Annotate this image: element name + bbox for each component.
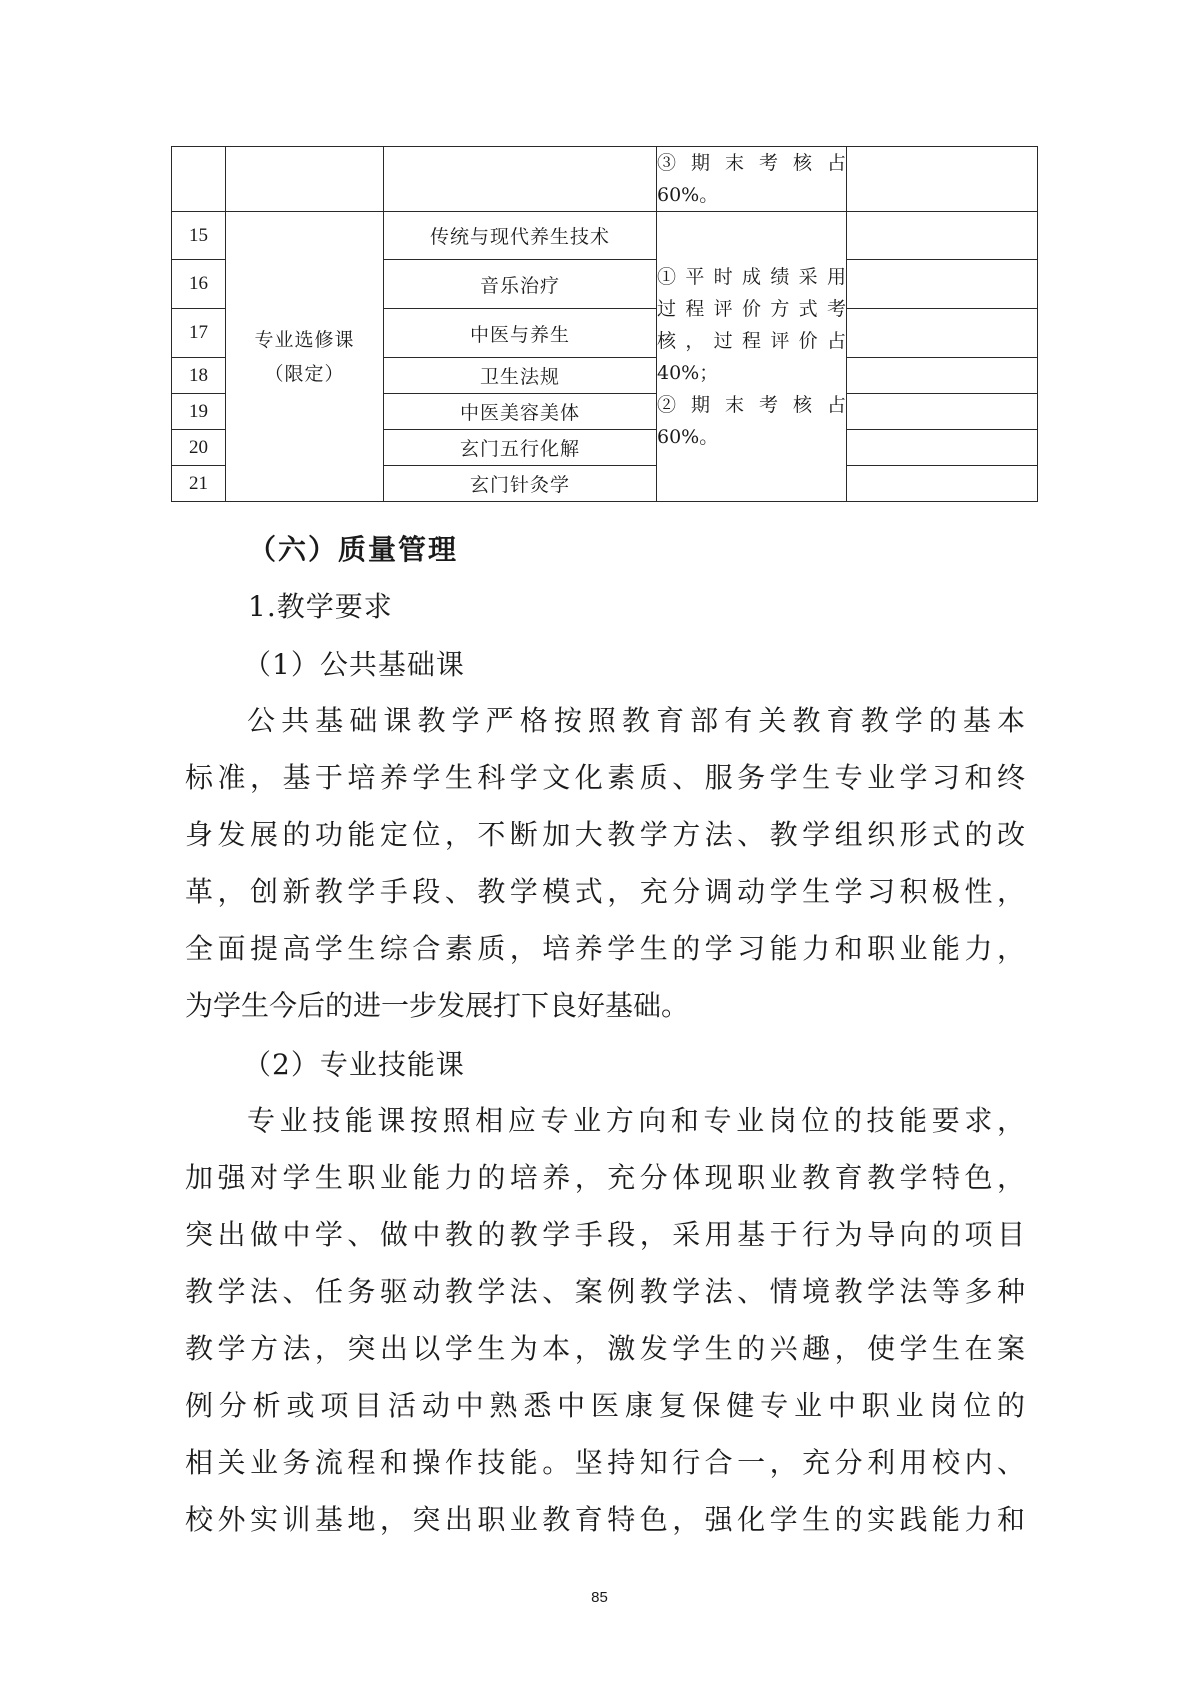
row-number-cell: 15 [172,212,226,260]
course-type-cell [226,147,384,212]
course-type-qualifier: （限定） [264,362,345,385]
table-row [172,212,1038,260]
paragraph-line: 公共基础课教学严格按照教育部有关教育教学的基本 [247,704,1025,737]
assessment-cell [657,212,847,502]
course-name-cell [384,147,657,212]
paragraph-line: 身发展的功能定位，不断加大教学方法、教学组织形式的改 [185,818,1025,851]
row-number-cell [172,147,226,212]
blank-cell [847,394,1038,430]
paragraph-line: 例分析或项目活动中熟悉中医康复保健专业中职业岗位的 [185,1389,1025,1422]
blank-cell [847,147,1038,212]
subsection-title: （2）专业技能课 [243,1048,465,1081]
paragraph [185,692,1025,1034]
row-number-cell: 20 [172,430,226,466]
course-name-cell: 音乐治疗 [384,260,657,309]
assessment-line: 60%。 [657,425,719,448]
assessment-line: 40%； [657,361,719,384]
blank-cell [847,309,1038,358]
row-number-cell: 21 [172,466,226,502]
blank-cell [847,358,1038,394]
assessment-cell [657,147,847,212]
row-number-cell: 17 [172,309,226,358]
row-number-cell: 18 [172,358,226,394]
blank-cell [847,212,1038,260]
course-name-cell: 玄门针灸学 [384,466,657,502]
course-type-cell [226,212,384,502]
page-number: 85 [591,1589,608,1606]
assessment-line: ①平时成绩采用 [657,265,846,288]
table-row [172,147,1038,212]
subsection-title: （1）公共基础课 [243,648,465,681]
row-number-cell: 16 [172,260,226,309]
paragraph-line: 教学方法，突出以学生为本，激发学生的兴趣，使学生在案 [185,1332,1025,1365]
paragraph-line: 加强对学生职业能力的培养，充分体现职业教育教学特色， [185,1161,1025,1194]
blank-cell [847,466,1038,502]
subsection-title: 1.教学要求 [248,590,393,623]
paragraph-line: 突出做中学、做中教的教学手段，采用基于行为导向的项目 [185,1218,1025,1251]
paragraph-line: 校外实训基地，突出职业教育特色，强化学生的实践能力和 [185,1503,1025,1536]
paragraph-line: 为学生今后的进一步发展打下良好基础。 [185,989,690,1022]
paragraph [185,1092,1025,1548]
course-name-cell: 传统与现代养生技术 [384,212,657,260]
course-name-cell: 卫生法规 [384,358,657,394]
assessment-line: ②期末考核占 [657,393,846,416]
assessment-line: 过程评价方式考 [657,297,846,320]
assessment-line: 核，过程评价占 [657,329,846,352]
paragraph-line: 专业技能课按照相应专业方向和专业岗位的技能要求， [247,1104,1025,1137]
blank-cell [847,430,1038,466]
paragraph-line: 标准，基于培养学生科学文化素质、服务学生专业学习和终 [185,761,1025,794]
row-number-cell: 19 [172,394,226,430]
paragraph-line: 全面提高学生综合素质，培养学生的学习能力和职业能力， [185,932,1025,965]
course-name-cell: 中医美容美体 [384,394,657,430]
paragraph-line: 相关业务流程和操作技能。坚持知行合一，充分利用校内、 [185,1446,1025,1479]
section-heading: （六）质量管理 [248,533,459,566]
assessment-line: 60%。 [657,184,719,206]
course-name-cell: 中医与养生 [384,309,657,358]
course-table [171,146,1038,502]
assessment-line: ③期末考核占 [657,152,846,174]
course-name-cell: 玄门五行化解 [384,430,657,466]
course-type-label: 专业选修课 [254,328,355,351]
blank-cell [847,260,1038,309]
paragraph-line: 教学法、任务驱动教学法、案例教学法、情境教学法等多种 [185,1275,1025,1308]
paragraph-line: 革，创新教学手段、教学模式，充分调动学生学习积极性， [185,875,1025,908]
